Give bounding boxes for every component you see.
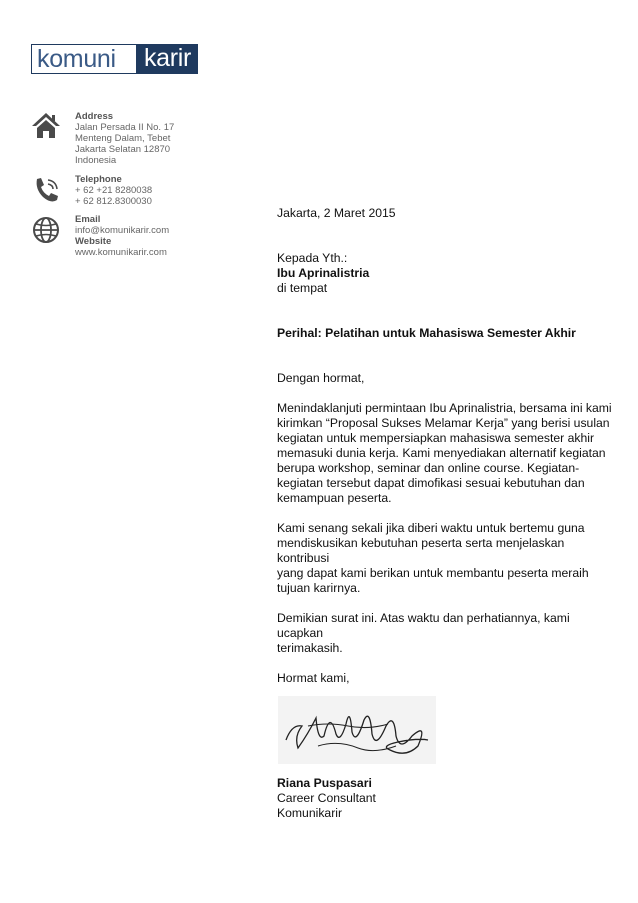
globe-icon <box>31 215 61 245</box>
website-label: Website <box>75 236 112 247</box>
paragraph-line: berupa workshop, seminar dan online course. Kegiatan- <box>277 461 580 475</box>
paragraph-line: Demikian surat ini. Atas waktu dan perhatiannya, kami ucapkan <box>277 611 570 640</box>
paragraph-line: kirimkan “Proposal Sukses Melamar Kerja” yang berisi usulan <box>277 416 610 430</box>
website-link[interactable]: www.komunikarir.com <box>75 247 167 258</box>
paragraph-line: kemampuan peserta. <box>277 491 392 505</box>
telephone-block <box>75 174 152 207</box>
address-line: Jakarta Selatan 12870 <box>75 144 171 155</box>
signer-company: Komunikarir <box>277 806 343 820</box>
address-block <box>75 111 174 166</box>
paragraph-line: memasuki dunia kerja. Kami menyediakan alternatif kegiatan <box>277 446 606 460</box>
phone-icon <box>31 175 61 205</box>
web-block <box>75 214 169 258</box>
recipient-name: Ibu Aprinalistria <box>277 266 370 280</box>
address-line: Menteng Dalam, Tebet <box>75 133 171 144</box>
recipient-place: di tempat <box>277 281 328 295</box>
logo-part2: karir <box>137 44 198 74</box>
paragraph-line: kegiatan untuk mempersiapkan mahasiswa semester akhir <box>277 431 595 445</box>
address-line: Indonesia <box>75 155 117 166</box>
home-icon <box>31 110 61 140</box>
signature-image <box>278 696 436 764</box>
paragraph-line: mendiskusikan kebutuhan peserta serta menjelaskan kontribusi <box>277 536 565 565</box>
paragraph-line: tujuan karirnya. <box>277 581 361 595</box>
letter-date: Jakarta, 2 Maret 2015 <box>277 206 396 220</box>
telephone-line: + 62 +21 8280038 <box>75 185 153 196</box>
address-label: Address <box>75 111 114 122</box>
paragraph-line: kegiatan tersebut dapat dimofikasi sesuai kebutuhan dan <box>277 476 585 490</box>
email-label: Email <box>75 214 101 225</box>
paragraph-line: yang dapat kami berikan untuk membantu peserta meraih <box>277 566 589 580</box>
recipient-salutation: Kepada Yth.: <box>277 251 348 265</box>
letter-greeting: Dengan hormat, <box>277 371 365 385</box>
email-link[interactable]: info@komunikarir.com <box>75 225 170 236</box>
paragraph-line: terimakasih. <box>277 641 343 655</box>
paragraph-line: Menindaklanjuti permintaan Ibu Aprinalistria, bersama ini kami <box>277 401 612 415</box>
address-line: Jalan Persada II No. 17 <box>75 122 175 133</box>
logo-part1: komuni <box>31 44 137 74</box>
signer-title: Career Consultant <box>277 791 376 805</box>
telephone-line: + 62 812.8300030 <box>75 196 152 207</box>
letter-body <box>277 206 617 821</box>
signer-name: Riana Puspasari <box>277 776 372 790</box>
letter-closing: Hormat kami, <box>277 671 350 685</box>
letter-subject: Perihal: Pelatihan untuk Mahasiswa Semester Akhir <box>277 326 576 340</box>
telephone-label: Telephone <box>75 174 122 185</box>
company-logo <box>31 44 198 74</box>
paragraph-line: Kami senang sekali jika diberi waktu untuk bertemu guna <box>277 521 585 535</box>
